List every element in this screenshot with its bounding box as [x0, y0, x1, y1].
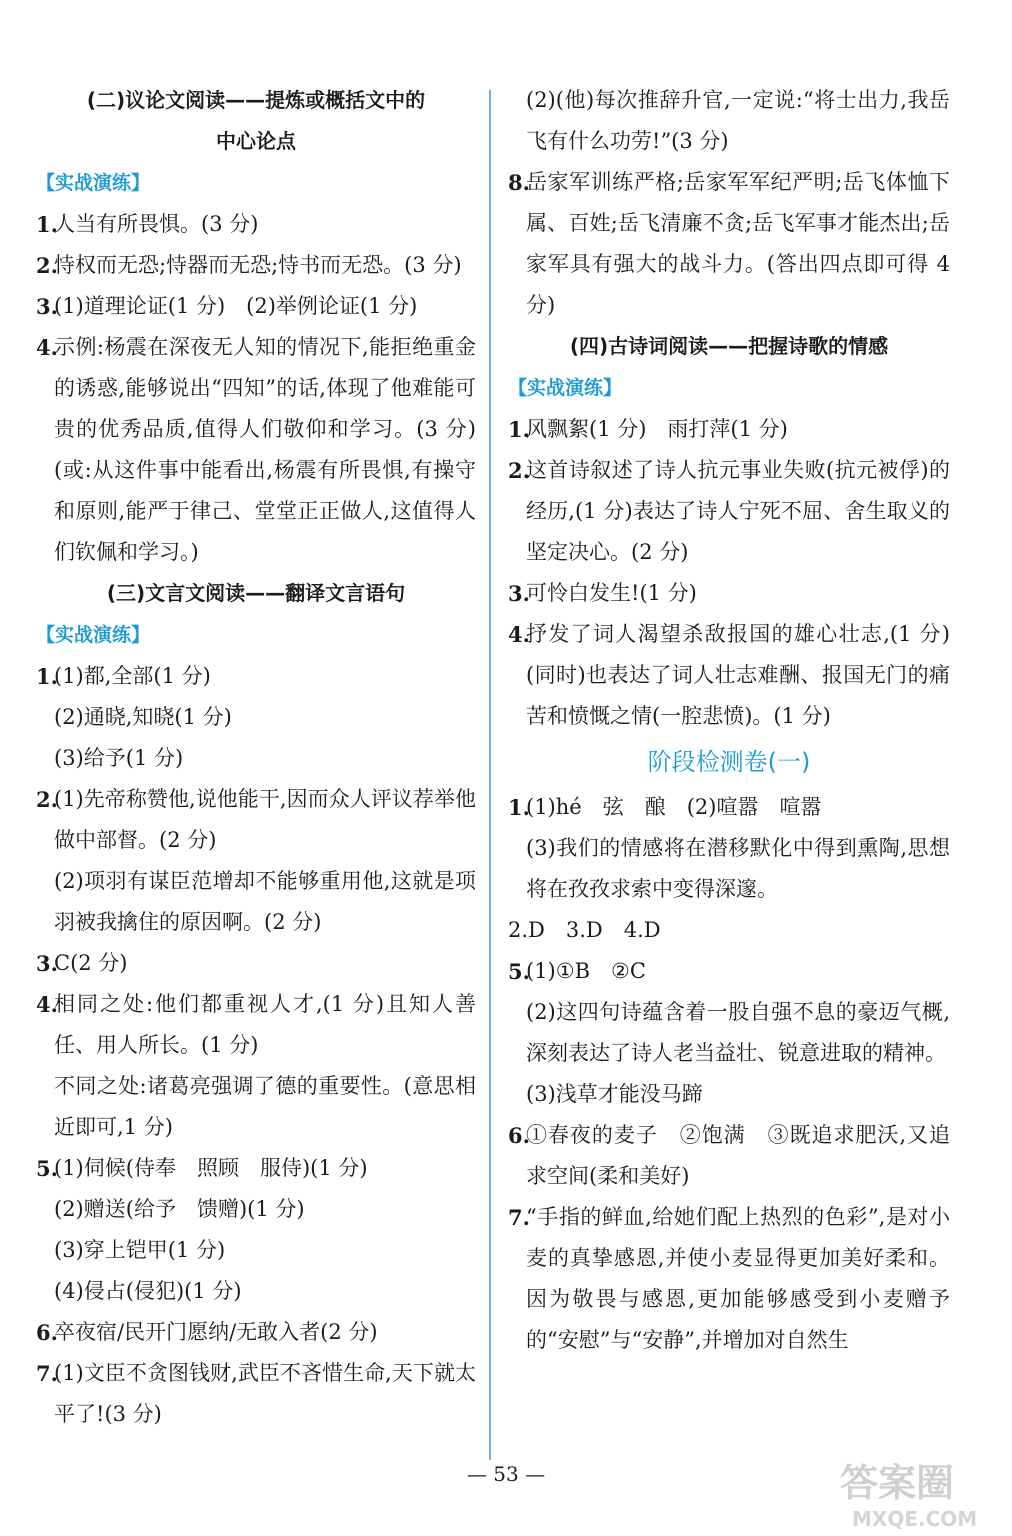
section-heading-classical: (三)文言文阅读——翻译文言语句 — [106, 581, 406, 605]
practice-tag: 【实战演练】 — [36, 624, 151, 646]
answer-item: 2. 这首诗叙述了诗人抗元事业失败(抗元被俘)的经历,(1 分)表达了诗人宁死不屈、舍生取义的坚定决心。(2 分) — [508, 458, 950, 564]
answer-item: 5. (1)伺候(侍奉 照顾 服侍)(1 分) (2)赠送(给予 馈赠)(1 分) (3)穿上铠甲(1 分) (4)侵占(侵犯)(1 分) — [36, 1156, 368, 1303]
column-divider — [489, 90, 491, 1460]
answer-item: 8. 岳家军训练严格;岳家军军纪严明;岳飞体恤下属、百姓;岳飞清廉不贪;岳飞军事才能杰出;岳家军具有强大的战斗力。(答出四点即可得 4 分) — [508, 170, 950, 317]
answer-continuation: (2)(他)每次推辞升官,一定说:“将士出力,我岳飞有什么功劳!”(3 分) — [526, 88, 950, 153]
answer-item: 6. 卒夜宿/民开门愿纳/无敢入者(2 分) — [36, 1320, 378, 1345]
answer-item: 1. 风飘絮(1 分) 雨打萍(1 分) — [508, 417, 788, 442]
answer-item: 6. ①春夜的麦子 ②饱满 ③既追求肥沃,又追求空间(柔和美好) — [508, 1123, 950, 1188]
page-number: — 53 — — [466, 1462, 546, 1486]
test-section-title: 阶段检测卷(一) — [647, 748, 811, 776]
answer-item: 1. (1)都,全部(1 分) (2)通晓,知晓(1 分) (3)给予(1 分) — [36, 664, 232, 770]
answer-item: 5. (1)①B ②C (2)这四句诗蕴含着一股自强不息的豪迈气概,深刻表达了诗人老当益壮、锐意进取的精神。 (3)浅草才能没马蹄 — [508, 959, 950, 1106]
watermark-domain: MXQE.COM — [852, 1507, 978, 1531]
watermark-text: 答案圈 — [840, 1461, 955, 1505]
answer-item: 1. (1)hé 弦 酿 (2)喧嚣 喧嚣 (3)我们的情感将在潜移默化中得到熏陶,思想将在孜孜求索中变得深邃。 — [508, 795, 950, 901]
practice-tag: 【实战演练】 — [508, 377, 623, 399]
answer-item-multi: 2.D 3.D 4.D — [508, 918, 661, 942]
answer-item: 1. 人当有所畏惧。(3 分) — [36, 212, 259, 237]
answer-item: 7. “手指的鲜血,给她们配上热烈的色彩”,是对小麦的真挚感恩,并使小麦显得更加美好柔和。因为敬畏与感恩,更加能够感受到小麦赠予的“安慰”与“安静”,并增加对自然生 — [508, 1205, 950, 1352]
right-column — [508, 80, 950, 1361]
section-heading-poetry: (四)古诗词阅读——把握诗歌的情感 — [569, 334, 889, 358]
answer-item: 3. (1)道理论证(1 分) (2)举例论证(1 分) — [36, 294, 418, 319]
answer-item: 2. 恃权而无恐;恃器而无恐;恃书而无恐。(3 分) — [36, 253, 462, 278]
left-column — [36, 80, 476, 1435]
watermark-logo — [832, 1452, 1002, 1532]
answer-item: 3. C(2 分) — [36, 951, 128, 976]
answer-item: 3. 可怜白发生!(1 分) — [508, 581, 697, 606]
answer-item: 4. 示例:杨震在深夜无人知的情况下,能拒绝重金的诱惑,能够说出“四知”的话,体现了他难能可贵的优秀品质,值得人们敬仰和学习。(3 分)(或:从这件事中能看出,杨震有所畏惧,有操守和原则,能严于律己、堂堂正正做人,这值得人们钦佩和学习。) — [36, 335, 476, 564]
answer-item: 4. 相同之处:他们都重视人才,(1 分)且知人善任、用人所长。(1 分) 不同之处:诸葛亮强调了德的重要性。(意思相近即可,1 分) — [36, 992, 476, 1139]
answer-item: 4. 抒发了词人渴望杀敌报国的雄心壮志,(1 分)(同时)也表达了词人壮志难酬、报国无门的痛苦和愤慨之情(一腔悲愤)。(1 分) — [508, 622, 950, 728]
answer-item: 2. (1)先帝称赞他,说他能干,因而众人评议荐举他做中部督。(2 分) (2)项羽有谋臣范增却不能够重用他,这就是项羽被我擒住的原因啊。(2 分) — [36, 787, 476, 934]
section-heading-argumentative-line2: 中心论点 — [216, 129, 296, 153]
practice-tag: 【实战演练】 — [36, 172, 151, 194]
answer-item: 7. (1)文臣不贪图钱财,武臣不吝惜生命,天下就太平了!(3 分) — [36, 1361, 476, 1426]
section-heading-argumentative: (二)议论文阅读——提炼或概括文中的 — [86, 88, 426, 112]
